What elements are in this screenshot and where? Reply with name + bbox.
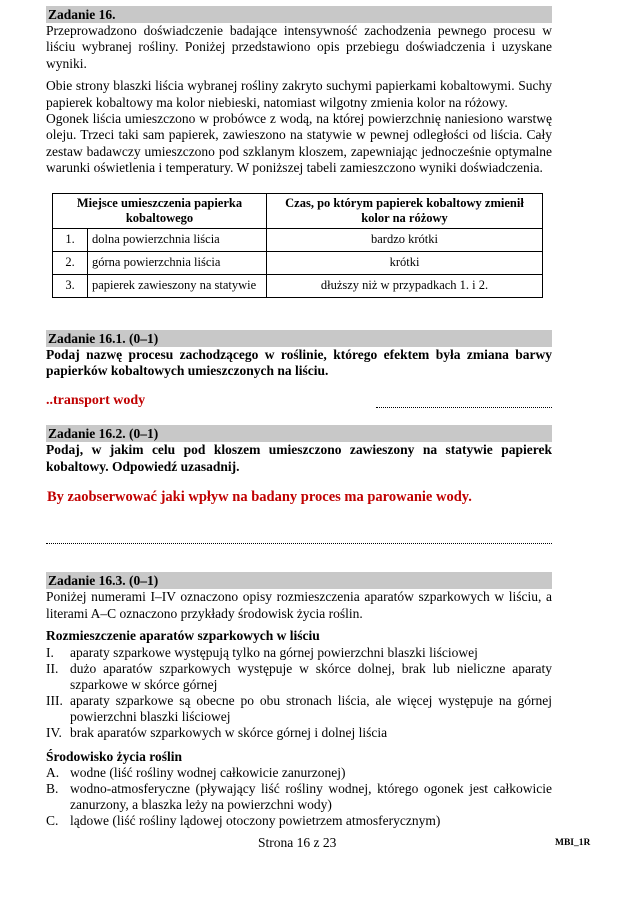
task16-3-intro: Poniżej numerami I–IV oznaczono opisy rozmieszczenia aparatów szparkowych w liściu, a literami A–C oznaczono przykłady środowisk życia roślin. — [46, 589, 552, 621]
row-num: 2. — [53, 251, 88, 274]
stomata-list — [46, 645, 552, 741]
list1-title: Rozmieszczenie aparatów szparkowych w liściu — [46, 628, 320, 644]
list-item — [46, 765, 552, 781]
table-col-place: Miejsce umieszczenia papierka kobaltowego — [53, 193, 267, 228]
table-col-time: Czas, po którym papierek kobaltowy zmienił kolor na różowy — [267, 193, 543, 228]
list-item — [46, 645, 552, 661]
task16-1-answer[interactable]: ..transport wody — [46, 393, 146, 409]
row-num: 3. — [53, 274, 88, 297]
item-label: II. — [46, 660, 59, 676]
list-item — [46, 813, 552, 829]
task16-3-header: Zadanie 16.3. (0–1) — [46, 572, 552, 589]
item-text: lądowe (liść rośliny lądowej otoczony powietrzem atmosferycznym) — [70, 812, 441, 828]
item-label: III. — [46, 692, 63, 708]
task16-2-question: Podaj, w jakim celu pod kloszem umieszczono zawieszony na statywie papierek kobaltowy. Odpowiedź uzasadnij. — [46, 442, 552, 474]
item-label: C. — [46, 812, 59, 828]
task16-desc2: Ogonek liścia umieszczono w probówce z wodą, na której powierzchnię naniesiono warstwę oleju. Trzeci taki sam papierek, zawieszono na statywie w pewnej odległości od liścia. Cały zestaw badawczy umieszczono pod szklanym kloszem, zapewniając jednocześnie optymalne warunki oświetlenia i temperatury. W poniższej tabeli zamieszczono wyniki doświadczenia. — [46, 111, 552, 176]
item-label: B. — [46, 780, 59, 796]
answer-dotted-line — [376, 397, 552, 408]
task16-1-header: Zadanie 16.1. (0–1) — [46, 330, 552, 347]
list-item — [46, 693, 552, 725]
row-time: krótki — [267, 251, 543, 274]
table-row — [53, 251, 543, 274]
item-text: aparaty szparkowe występują tylko na górnej powierzchni blaszki liściowej — [70, 644, 478, 660]
row-num: 1. — [53, 228, 88, 251]
list-item — [46, 725, 552, 741]
list2-title: Środowisko życia roślin — [46, 748, 183, 764]
exam-page — [46, 6, 552, 829]
exam-code: MBI_1R — [555, 838, 591, 848]
item-text: aparaty szparkowe są obecne po obu stronach liścia, ale więcej występuje na górnej powierzchni blaszki liściowej — [70, 692, 552, 724]
row-place: papierek zawieszony na statywie — [88, 274, 267, 297]
item-text: wodno-atmosferyczne (pływający liść rośliny wodnej, którego ogonek jest całkowicie zanurzony, a blaszka leży na powierzchni wody) — [70, 780, 552, 812]
results-table — [52, 193, 543, 298]
item-label: A. — [46, 764, 60, 780]
item-label: I. — [46, 644, 54, 660]
row-place: dolna powierzchnia liścia — [88, 228, 267, 251]
task16-1-question: Podaj nazwę procesu zachodzącego w roślinie, którego efektem była zmiana barwy papierków kobaltowych umieszczonych na liściu. — [46, 346, 552, 379]
habitat-list — [46, 765, 552, 829]
row-time: dłuższy niż w przypadkach 1. i 2. — [267, 274, 543, 297]
table-header-row — [53, 193, 543, 228]
task16-intro: Przeprowadzono doświadczenie badające intensywność zachodzenia pewnego procesu w liściu wybranej rośliny. Poniżej przedstawiono opis przebiegu doświadczenia i uzyskane wyniki. — [46, 23, 552, 71]
task16-header: Zadanie 16. — [46, 6, 552, 23]
row-time: bardzo krótki — [267, 228, 543, 251]
item-text: wodne (liść rośliny wodnej całkowicie zanurzonej) — [70, 764, 346, 780]
list-item — [46, 661, 552, 693]
row-place: górna powierzchnia liścia — [88, 251, 267, 274]
list-item — [46, 781, 552, 813]
item-text: dużo aparatów szparkowych występuje w skórce dolnej, brak lub nieliczne aparaty szparkowe w skórce górnej — [70, 660, 552, 692]
table-row — [53, 274, 543, 297]
table-row — [53, 228, 543, 251]
task16-2-header: Zadanie 16.2. (0–1) — [46, 425, 552, 442]
page-number: Strona 16 z 23 — [258, 835, 337, 850]
item-label: IV. — [46, 724, 62, 740]
item-text: brak aparatów szparkowych w skórce górnej i dolnej liścia — [70, 724, 388, 740]
task16-1-answer-row — [46, 391, 552, 415]
task16-2-answer[interactable]: By zaobserwować jaki wpływ na badany proces ma parowanie wody. — [47, 489, 472, 506]
task16-desc1: Obie strony blaszki liścia wybranej rośliny zakryto suchymi papierkami kobaltowymi. Suchy papierek kobaltowy ma kolor niebieski, natomiast wilgotny zmienia kolor na różowy. — [46, 78, 552, 110]
